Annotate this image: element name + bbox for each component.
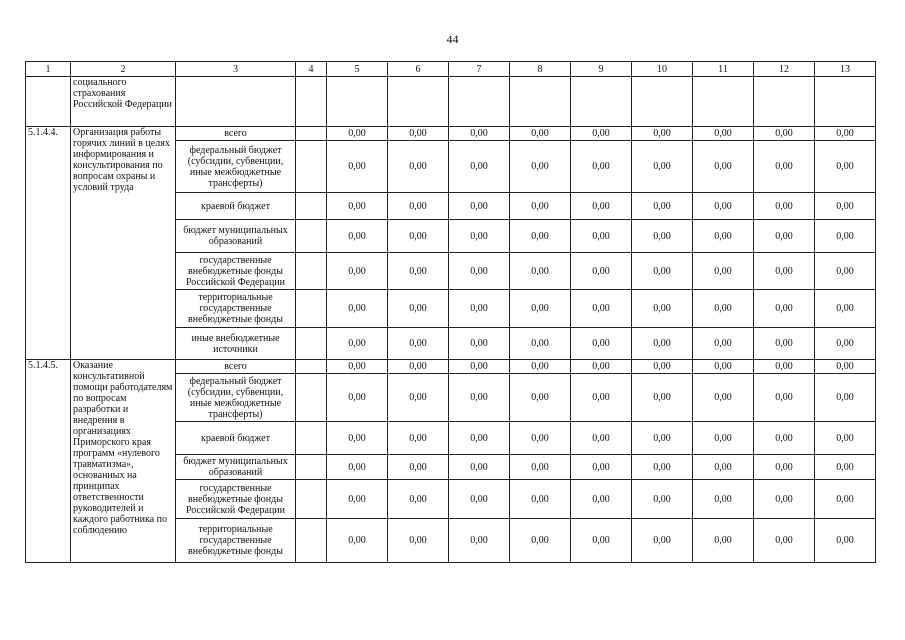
value-cell: 0,00 — [693, 193, 754, 220]
value-cell: 0,00 — [449, 141, 510, 193]
value-cell: 0,00 — [815, 290, 876, 328]
value-cell: 0,00 — [388, 480, 449, 519]
value-cell: 0,00 — [815, 220, 876, 253]
value-cell: 0,00 — [754, 127, 815, 141]
header-cell: 6 — [388, 62, 449, 77]
empty-cell — [296, 455, 327, 480]
funding-source: краевой бюджет — [176, 193, 296, 220]
value-cell: 0,00 — [632, 422, 693, 455]
funding-source: иные внебюджетные источники — [176, 328, 296, 360]
value-cell: 0,00 — [327, 141, 388, 193]
value-cell: 0,00 — [449, 193, 510, 220]
value-cell: 0,00 — [327, 455, 388, 480]
value-cell: 0,00 — [510, 253, 571, 290]
value-cell: 0,00 — [449, 519, 510, 563]
section-title: Организация работы горячих линий в целях информирования и консультирования по вопросам охраны и условий труда — [71, 127, 176, 360]
value-cell: 0,00 — [510, 193, 571, 220]
empty-cell — [296, 193, 327, 220]
value-cell: 0,00 — [693, 220, 754, 253]
value-cell: 0,00 — [693, 141, 754, 193]
value-cell: 0,00 — [327, 253, 388, 290]
empty-cell — [815, 77, 876, 127]
funding-source: территориальные государственные внебюджетные фонды — [176, 519, 296, 563]
value-cell: 0,00 — [571, 328, 632, 360]
value-cell: 0,00 — [815, 253, 876, 290]
value-cell: 0,00 — [510, 290, 571, 328]
value-cell: 0,00 — [327, 519, 388, 563]
value-cell: 0,00 — [693, 328, 754, 360]
value-cell: 0,00 — [632, 328, 693, 360]
value-cell: 0,00 — [510, 220, 571, 253]
budget-table — [25, 61, 876, 563]
empty-cell — [296, 480, 327, 519]
empty-cell — [296, 77, 327, 127]
value-cell: 0,00 — [388, 193, 449, 220]
value-cell: 0,00 — [510, 127, 571, 141]
empty-cell — [632, 77, 693, 127]
value-cell: 0,00 — [449, 127, 510, 141]
value-cell: 0,00 — [388, 328, 449, 360]
empty-cell — [754, 77, 815, 127]
value-cell: 0,00 — [815, 480, 876, 519]
funding-source: бюджет муниципальных образований — [176, 220, 296, 253]
table-row — [26, 127, 876, 141]
value-cell: 0,00 — [693, 374, 754, 422]
funding-source: всего — [176, 360, 296, 374]
value-cell: 0,00 — [327, 127, 388, 141]
value-cell: 0,00 — [510, 328, 571, 360]
funding-source: государственные внебюджетные фонды Российской Федерации — [176, 253, 296, 290]
value-cell: 0,00 — [693, 519, 754, 563]
value-cell: 0,00 — [632, 253, 693, 290]
value-cell: 0,00 — [449, 480, 510, 519]
value-cell: 0,00 — [815, 328, 876, 360]
value-cell: 0,00 — [327, 374, 388, 422]
funding-source: всего — [176, 127, 296, 141]
value-cell: 0,00 — [388, 253, 449, 290]
funding-source: краевой бюджет — [176, 422, 296, 455]
value-cell: 0,00 — [632, 519, 693, 563]
value-cell: 0,00 — [449, 455, 510, 480]
value-cell: 0,00 — [510, 374, 571, 422]
value-cell: 0,00 — [754, 374, 815, 422]
value-cell: 0,00 — [571, 290, 632, 328]
value-cell: 0,00 — [449, 290, 510, 328]
empty-cell — [327, 77, 388, 127]
funding-source: территориальные государственные внебюджетные фонды — [176, 290, 296, 328]
value-cell: 0,00 — [754, 519, 815, 563]
value-cell: 0,00 — [571, 480, 632, 519]
value-cell: 0,00 — [693, 360, 754, 374]
value-cell: 0,00 — [327, 480, 388, 519]
table-row — [26, 360, 876, 374]
value-cell: 0,00 — [632, 141, 693, 193]
empty-cell — [296, 290, 327, 328]
funding-source: бюджет муниципальных образований — [176, 455, 296, 480]
empty-cell — [510, 77, 571, 127]
empty-cell — [296, 360, 327, 374]
empty-cell — [296, 141, 327, 193]
value-cell: 0,00 — [754, 328, 815, 360]
value-cell: 0,00 — [449, 253, 510, 290]
value-cell: 0,00 — [449, 220, 510, 253]
empty-cell — [296, 253, 327, 290]
empty-cell — [571, 77, 632, 127]
empty-cell — [296, 220, 327, 253]
value-cell: 0,00 — [510, 141, 571, 193]
page-number: 44 — [446, 32, 459, 46]
header-cell: 1 — [26, 62, 71, 77]
value-cell: 0,00 — [815, 455, 876, 480]
funding-source: государственные внебюджетные фонды Российской Федерации — [176, 480, 296, 519]
value-cell: 0,00 — [632, 193, 693, 220]
value-cell: 0,00 — [571, 127, 632, 141]
value-cell: 0,00 — [388, 455, 449, 480]
value-cell: 0,00 — [449, 328, 510, 360]
header-cell: 13 — [815, 62, 876, 77]
empty-cell — [449, 77, 510, 127]
value-cell: 0,00 — [693, 253, 754, 290]
value-cell: 0,00 — [693, 480, 754, 519]
value-cell: 0,00 — [449, 374, 510, 422]
empty-cell — [296, 519, 327, 563]
header-cell: 3 — [176, 62, 296, 77]
value-cell: 0,00 — [815, 360, 876, 374]
header-cell: 9 — [571, 62, 632, 77]
value-cell: 0,00 — [571, 360, 632, 374]
value-cell: 0,00 — [632, 480, 693, 519]
value-cell: 0,00 — [693, 127, 754, 141]
value-cell: 0,00 — [632, 360, 693, 374]
value-cell: 0,00 — [388, 374, 449, 422]
continuation-text: социального страхования Российской Федерации — [71, 77, 176, 127]
value-cell: 0,00 — [510, 360, 571, 374]
value-cell: 0,00 — [815, 127, 876, 141]
header-cell: 7 — [449, 62, 510, 77]
value-cell: 0,00 — [571, 455, 632, 480]
value-cell: 0,00 — [510, 455, 571, 480]
header-cell: 10 — [632, 62, 693, 77]
value-cell: 0,00 — [571, 253, 632, 290]
value-cell: 0,00 — [815, 519, 876, 563]
value-cell: 0,00 — [571, 422, 632, 455]
empty-cell — [176, 77, 296, 127]
value-cell: 0,00 — [510, 422, 571, 455]
header-cell: 4 — [296, 62, 327, 77]
value-cell: 0,00 — [449, 422, 510, 455]
value-cell: 0,00 — [327, 290, 388, 328]
value-cell: 0,00 — [388, 360, 449, 374]
value-cell: 0,00 — [388, 290, 449, 328]
header-cell: 8 — [510, 62, 571, 77]
value-cell: 0,00 — [754, 455, 815, 480]
value-cell: 0,00 — [754, 193, 815, 220]
value-cell: 0,00 — [754, 480, 815, 519]
value-cell: 0,00 — [571, 519, 632, 563]
section-title: Оказание консультативной помощи работодателям по вопросам разработки и внедрения в организациях Приморского края программ «нулевого травматизма», основанных на принципах ответственности руководителей и каждого работника по соблюдению — [71, 360, 176, 563]
value-cell: 0,00 — [510, 480, 571, 519]
value-cell: 0,00 — [388, 141, 449, 193]
value-cell: 0,00 — [632, 290, 693, 328]
code-cell — [26, 77, 71, 127]
header-cell: 2 — [71, 62, 176, 77]
value-cell: 0,00 — [815, 193, 876, 220]
value-cell: 0,00 — [327, 193, 388, 220]
value-cell: 0,00 — [693, 455, 754, 480]
header-cell: 5 — [327, 62, 388, 77]
value-cell: 0,00 — [388, 220, 449, 253]
value-cell: 0,00 — [754, 360, 815, 374]
value-cell: 0,00 — [571, 141, 632, 193]
value-cell: 0,00 — [632, 220, 693, 253]
value-cell: 0,00 — [754, 220, 815, 253]
empty-cell — [296, 374, 327, 422]
table-body — [26, 62, 876, 563]
value-cell: 0,00 — [327, 422, 388, 455]
section-code: 5.1.4.4. — [26, 127, 71, 360]
value-cell: 0,00 — [327, 328, 388, 360]
value-cell: 0,00 — [815, 374, 876, 422]
funding-source: федеральный бюджет (субсидии, субвенции, иные межбюджетные трансферты) — [176, 141, 296, 193]
value-cell: 0,00 — [693, 290, 754, 328]
value-cell: 0,00 — [388, 422, 449, 455]
value-cell: 0,00 — [815, 141, 876, 193]
value-cell: 0,00 — [754, 290, 815, 328]
header-row — [26, 62, 876, 77]
value-cell: 0,00 — [754, 253, 815, 290]
empty-cell — [296, 328, 327, 360]
continuation-row — [26, 77, 876, 127]
value-cell: 0,00 — [754, 141, 815, 193]
value-cell: 0,00 — [693, 422, 754, 455]
empty-cell — [693, 77, 754, 127]
value-cell: 0,00 — [632, 455, 693, 480]
header-cell: 11 — [693, 62, 754, 77]
value-cell: 0,00 — [632, 127, 693, 141]
value-cell: 0,00 — [571, 374, 632, 422]
value-cell: 0,00 — [815, 422, 876, 455]
value-cell: 0,00 — [388, 127, 449, 141]
section-code: 5.1.4.5. — [26, 360, 71, 563]
empty-cell — [388, 77, 449, 127]
value-cell: 0,00 — [388, 519, 449, 563]
value-cell: 0,00 — [327, 360, 388, 374]
value-cell: 0,00 — [510, 519, 571, 563]
value-cell: 0,00 — [754, 422, 815, 455]
empty-cell — [296, 422, 327, 455]
value-cell: 0,00 — [327, 220, 388, 253]
empty-cell — [296, 127, 327, 141]
value-cell: 0,00 — [571, 220, 632, 253]
header-cell: 12 — [754, 62, 815, 77]
value-cell: 0,00 — [632, 374, 693, 422]
value-cell: 0,00 — [449, 360, 510, 374]
funding-source: федеральный бюджет (субсидии, субвенции, иные межбюджетные трансферты) — [176, 374, 296, 422]
value-cell: 0,00 — [571, 193, 632, 220]
